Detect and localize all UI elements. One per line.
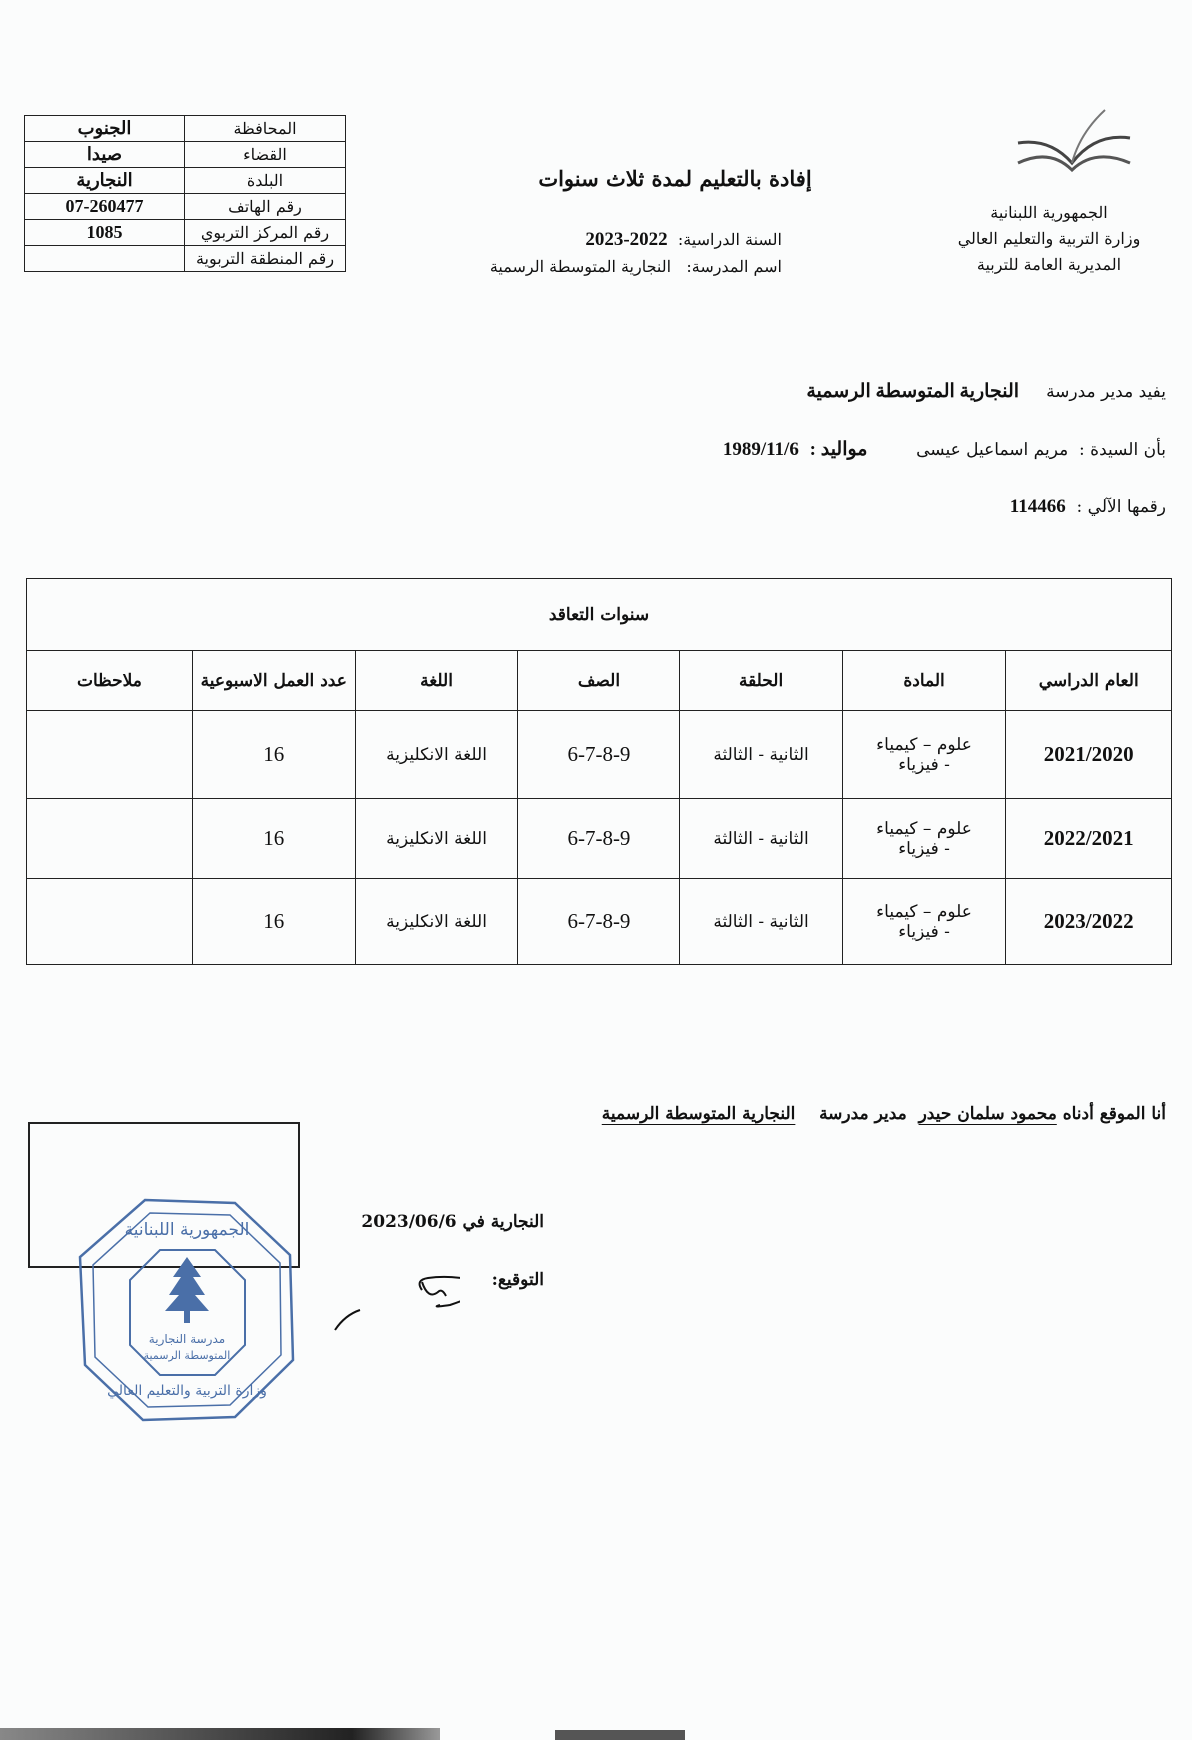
svg-text:الجمهورية اللبنانية: الجمهورية اللبنانية [124, 1220, 250, 1240]
body-line-3 [1010, 496, 1166, 518]
signature-label: التوقيع: [491, 1270, 544, 1290]
dob-label: مواليد : [809, 439, 868, 460]
info-row [25, 142, 346, 168]
column-header: الصف [518, 651, 680, 711]
table-cell: 16 [192, 879, 355, 965]
table-title: سنوات التعاقد [27, 579, 1172, 651]
info-value: 1085 [25, 220, 185, 246]
stmt-school: النجارية المتوسطة الرسمية [601, 1104, 796, 1124]
document-title: إفادة بالتعليم لمدة ثلاث سنوات [538, 166, 812, 191]
school-value: النجارية المتوسطة الرسمية [489, 257, 672, 276]
table-cell: الثانية - الثالثة [680, 799, 842, 879]
handwritten-signature-icon [330, 1270, 460, 1340]
table-cell: 16 [192, 711, 355, 799]
info-label: المحافظة [185, 116, 346, 142]
info-label: رقم المنطقة التربوية [185, 246, 346, 272]
year-label: السنة الدراسية: [677, 230, 782, 249]
declaration-line [602, 1104, 1166, 1124]
place-date: النجارية في 2023/06/6 [361, 1212, 544, 1232]
table-cell: 2022/2021 [1006, 799, 1172, 879]
year-value: 2022-2023 [585, 229, 668, 250]
info-value: النجارية [25, 168, 185, 194]
info-value [25, 246, 185, 272]
table-cell: 2023/2022 [1006, 879, 1172, 965]
info-value: الجنوب [25, 116, 185, 142]
table-cell: 16 [192, 799, 355, 879]
info-row [25, 168, 346, 194]
column-header: عدد العمل الاسبوعية [192, 651, 355, 711]
dob-value: 1989/11/6 [722, 439, 799, 460]
info-label: رقم المركز التربوي [185, 220, 346, 246]
table-cell [27, 711, 193, 799]
table-cell: الثانية - الثالثة [680, 879, 842, 965]
ministry-header [934, 200, 1164, 278]
line1-school: النجارية المتوسطة الرسمية [806, 381, 1020, 402]
table-cell: علوم – كيمياء - فيزياء [842, 799, 1006, 879]
table-cell: 6-7-8-9 [518, 879, 680, 965]
svg-text:مدرسة النجارية: مدرسة النجارية [148, 1332, 226, 1346]
column-header: ملاحظات [27, 651, 193, 711]
stmt-mid: مدير مدرسة [819, 1104, 907, 1124]
table-cell: علوم – كيمياء - فيزياء [842, 711, 1006, 799]
table-cell: اللغة الانكليزية [355, 879, 518, 965]
scan-edge [555, 1730, 685, 1740]
director-name: محمود سلمان حيدر [918, 1104, 1057, 1124]
column-header: المادة [842, 651, 1006, 711]
ministry-line: وزارة التربية والتعليم العالي [957, 229, 1141, 248]
column-header: العام الدراسي [1006, 651, 1172, 711]
table-cell: 6-7-8-9 [518, 711, 680, 799]
table-cell: 6-7-8-9 [518, 799, 680, 879]
stmt-prefix: أنا الموقع أدناه [1062, 1104, 1166, 1124]
table-cell: الثانية - الثالثة [680, 711, 842, 799]
info-value: صيدا [25, 142, 185, 168]
table-cell: 2021/2020 [1006, 711, 1172, 799]
body-line-1 [806, 380, 1166, 403]
column-header: اللغة [355, 651, 518, 711]
table-cell: علوم – كيمياء - فيزياء [842, 879, 1006, 965]
table-cell [27, 799, 193, 879]
line2-prefix: بأن السيدة : [1079, 440, 1166, 460]
info-label: رقم الهاتف [185, 194, 346, 220]
table-cell: اللغة الانكليزية [355, 711, 518, 799]
line1-prefix: يفيد مدير مدرسة [1046, 382, 1166, 402]
contract-years-table [26, 578, 1172, 965]
svg-text:وزارة التربية والتعليم العالي: وزارة التربية والتعليم العالي [107, 1383, 267, 1399]
id-value: 114466 [1009, 496, 1066, 517]
person-name: مريم اسماعيل عيسى [916, 440, 1069, 460]
info-label: البلدة [185, 168, 346, 194]
info-row [25, 116, 346, 142]
table-row [27, 799, 1172, 879]
info-row [25, 246, 346, 272]
info-row [25, 194, 346, 220]
svg-text:المتوسطة الرسمية: المتوسطة الرسمية [143, 1349, 231, 1362]
ministry-logo-icon [1010, 108, 1135, 188]
table-row [27, 879, 1172, 965]
body-line-2 [723, 438, 1166, 461]
column-header: الحلقة [680, 651, 842, 711]
info-value: 07-260477 [25, 194, 185, 220]
table-cell [27, 879, 193, 965]
ministry-line: المديرية العامة للتربية [976, 255, 1122, 274]
scan-edge [0, 1728, 440, 1740]
school-info-table [24, 115, 346, 272]
school-year-block [490, 226, 782, 280]
info-row [25, 220, 346, 246]
official-stamp-icon [75, 1195, 300, 1425]
info-label: القضاء [185, 142, 346, 168]
table-row [27, 711, 1172, 799]
ministry-line: الجمهورية اللبنانية [990, 203, 1108, 222]
id-label: رقمها الآلي : [1076, 497, 1166, 517]
school-label: اسم المدرسة: [686, 257, 782, 276]
table-cell: اللغة الانكليزية [355, 799, 518, 879]
